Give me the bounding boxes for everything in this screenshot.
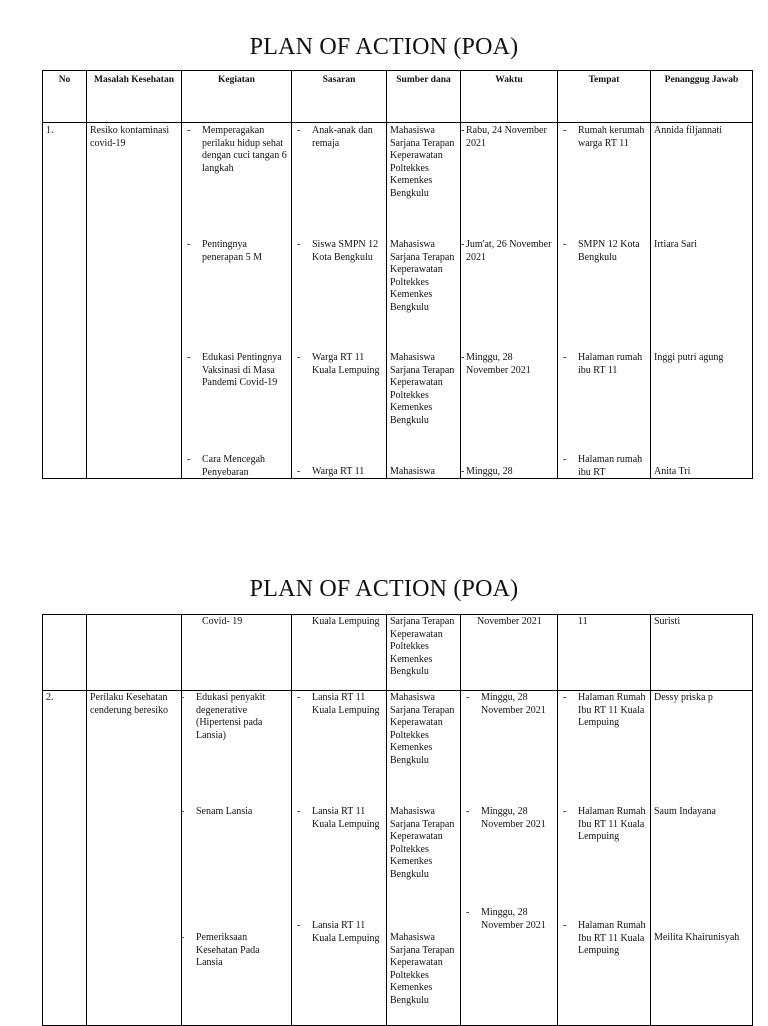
tempat-item: Rumah kerumah warga RT 11 bbox=[578, 125, 645, 149]
sasaran-item: Siswa SMPN 12 Kota Bengkulu bbox=[312, 239, 379, 263]
sumber-dana-item: Mahasiswa Sarjana Terapan Keperawatan Poltekkes Kemenkes Bengkulu bbox=[390, 239, 455, 313]
page2-title: PLAN OF ACTION (POA) bbox=[249, 576, 519, 602]
poa-table-page2 bbox=[42, 614, 753, 1026]
penanggung-jawab-item: Meilita Khairunisyah bbox=[654, 932, 740, 943]
table-row-continuation bbox=[43, 615, 753, 691]
waktu-item: Jum'at, 26 November 2021 bbox=[466, 239, 552, 263]
tempat-item: Halaman rumah ibu RT bbox=[578, 454, 643, 478]
header-sasaran: Sasaran bbox=[292, 71, 387, 123]
sasaran-item: Warga RT 11 Kuala Lempuing bbox=[312, 352, 380, 376]
kegiatan-item: Pentingnya penerapan 5 M bbox=[202, 239, 262, 263]
waktu-item: Minggu, 28 November 2021 bbox=[481, 806, 546, 830]
penanggung-jawab-item: Dessy priska p bbox=[654, 692, 713, 703]
waktu-item: Minggu, 28 November 2021 bbox=[481, 692, 546, 716]
row-number: 2. bbox=[46, 692, 54, 703]
page1-title: PLAN OF ACTION (POA) bbox=[249, 34, 519, 60]
waktu-item: Minggu, 28 November 2021 bbox=[481, 907, 546, 931]
sasaran-item: Anak-anak dan remaja bbox=[312, 125, 373, 149]
header-kegiatan: Kegiatan bbox=[182, 71, 292, 123]
header-waktu: Waktu bbox=[461, 71, 558, 123]
sasaran-item: Lansia RT 11 Kuala Lempuing bbox=[312, 692, 380, 716]
tempat-item: Halaman Rumah Ibu RT 11 Kuala Lempuing bbox=[578, 806, 646, 842]
sumber-dana-item: Mahasiswa Sarjana Terapan Keperawatan Poltekkes Kemenkes Bengkulu bbox=[390, 692, 455, 766]
kegiatan-item: Pemeriksaan Kesehatan Pada Lansia bbox=[196, 932, 260, 968]
header-penanggung-jawab: Penanggug Jawab bbox=[651, 71, 753, 123]
sumber-dana-item: Mahasiswa bbox=[390, 466, 435, 477]
sumber-dana-item: Mahasiswa Sarjana Terapan Keperawatan Poltekkes Kemenkes Bengkulu bbox=[390, 806, 455, 880]
waktu-item: Rabu, 24 November 2021 bbox=[466, 125, 547, 149]
header-masalah: Masalah Kesehatan bbox=[87, 71, 182, 123]
waktu-item: Minggu, 28 November 2021 bbox=[466, 352, 531, 376]
tempat-item: Halaman Rumah Ibu RT 11 Kuala Lempuing bbox=[578, 920, 646, 956]
masalah-kesehatan: Perilaku Kesehatan cenderung beresiko bbox=[90, 692, 169, 716]
sasaran-item: Lansia RT 11 Kuala Lempuing bbox=[312, 806, 380, 830]
penanggung-jawab-item: Anita Tri bbox=[654, 466, 691, 477]
penanggung-jawab-item: Irtiara Sari bbox=[654, 239, 698, 250]
tempat-item: Halaman Rumah Ibu RT 11 Kuala Lempuing bbox=[578, 692, 646, 728]
header-sumber-dana: Sumber dana bbox=[387, 71, 461, 123]
tempat-item: 11 bbox=[578, 616, 588, 627]
table-row: 2. Perilaku Kesehatan cenderung beresiko - Edukasi penyakit degenerative (Hipertensi pada Lansia) - Senam Lansia - Pemeriksaan Kesehatan Pada Lansia - Lansia RT 11 Kuala Lempuing - Lansia RT 11 Kuala Lempuing - Lansia RT 11 Kuala Lempuing Mahasiswa Sarjana Terapan Keperawatan Poltekkes Kemenkes Bengkulu Mahasiswa Sarjana Terapan Keperawatan Poltekkes Kemenkes Bengkulu Mahasiswa Sarjana Terapan Keperawatan Poltekkes Kemenkes Bengkulu - Minggu, 28 November 2021 - Minggu, 28 November 2021 - Minggu, 28 November 2021 - Halaman Rumah Ibu RT 11 Kuala Lempuing - Halaman Rumah Ibu RT 11 Kuala Lempuing - Halaman Rumah Ibu RT 11 Kuala Lempuing Dessy priska p Saum Indayana Meilita Khairunisyah bbox=[43, 691, 753, 1026]
table-header-row bbox=[43, 71, 753, 123]
sumber-dana-item: Sarjana Terapan Keperawatan Poltekkes Kemenkes Bengkulu bbox=[390, 616, 455, 677]
tempat-item: Halaman rumah ibu RT 11 bbox=[578, 352, 643, 376]
kegiatan-item: Cara Mencegah Penyebaran bbox=[202, 454, 266, 478]
waktu-item: November 2021 bbox=[477, 616, 542, 627]
penanggung-jawab-item: Suristi bbox=[654, 616, 681, 627]
sasaran-item: Kuala Lempuing bbox=[312, 616, 380, 627]
header-tempat: Tempat bbox=[558, 71, 651, 123]
header-no: No bbox=[43, 71, 87, 123]
penanggung-jawab-item: Saum Indayana bbox=[654, 806, 716, 817]
masalah-kesehatan: Resiko kontaminasi covid-19 bbox=[90, 125, 170, 149]
kegiatan-item: Senam Lansia bbox=[196, 806, 253, 817]
poa-table-page1 bbox=[42, 70, 753, 479]
kegiatan-item: Memperagakan perilaku hidup sehat dengan cuci tangan 6 langkah bbox=[202, 125, 287, 174]
row-number: 1. bbox=[46, 125, 54, 136]
kegiatan-item: Covid- 19 bbox=[202, 616, 243, 627]
sumber-dana-item: Mahasiswa Sarjana Terapan Keperawatan Poltekkes Kemenkes Bengkulu bbox=[390, 932, 455, 1006]
table-row: 1. Resiko kontaminasi covid-19 - Memperagakan perilaku hidup sehat dengan cuci tangan 6 langkah - Pentingnya penerapan 5 M - Edukasi Pentingnya Vaksinasi di Masa Pandemi Covid-19 - Cara Mencegah Penyebaran - Anak-anak dan remaja - Siswa SMPN 12 Kota Bengkulu - Warga RT 11 Kuala Lempuing - Warga RT 11 Mahasiswa Sarjana Terapan Keperawatan Poltekkes Kemenkes Bengkulu Mahasiswa Sarjana Terapan Keperawatan Poltekkes Kemenkes Bengkulu Mahasiswa Sarjana Terapan Keperawatan Poltekkes Kemenkes Bengkulu Mahasiswa - Rabu, 24 November 2021 - Jum'at, 26 November 2021 - Minggu, 28 November 2021 - Minggu, 28 - Rumah kerumah warga RT 11 - SMPN 12 Kota Bengkulu - Halaman rumah ibu RT 11 - Halaman rumah ibu RT Annida filjannati Irtiara Sari Inggi putri agung Anita Tri bbox=[43, 123, 753, 479]
waktu-item: Minggu, 28 bbox=[466, 466, 513, 477]
tempat-item: SMPN 12 Kota Bengkulu bbox=[578, 239, 640, 263]
sumber-dana-item: Mahasiswa Sarjana Terapan Keperawatan Poltekkes Kemenkes Bengkulu bbox=[390, 352, 455, 426]
kegiatan-item: Edukasi Pentingnya Vaksinasi di Masa Pandemi Covid-19 bbox=[202, 352, 282, 388]
penanggung-jawab-item: Annida filjannati bbox=[654, 125, 723, 136]
penanggung-jawab-item: Inggi putri agung bbox=[654, 352, 724, 363]
kegiatan-item: Edukasi penyakit degenerative (Hipertensi pada Lansia) bbox=[196, 692, 266, 741]
sumber-dana-item: Mahasiswa Sarjana Terapan Keperawatan Poltekkes Kemenkes Bengkulu bbox=[390, 125, 455, 199]
sasaran-item: Warga RT 11 bbox=[312, 466, 365, 477]
sasaran-item: Lansia RT 11 Kuala Lempuing bbox=[312, 920, 380, 944]
